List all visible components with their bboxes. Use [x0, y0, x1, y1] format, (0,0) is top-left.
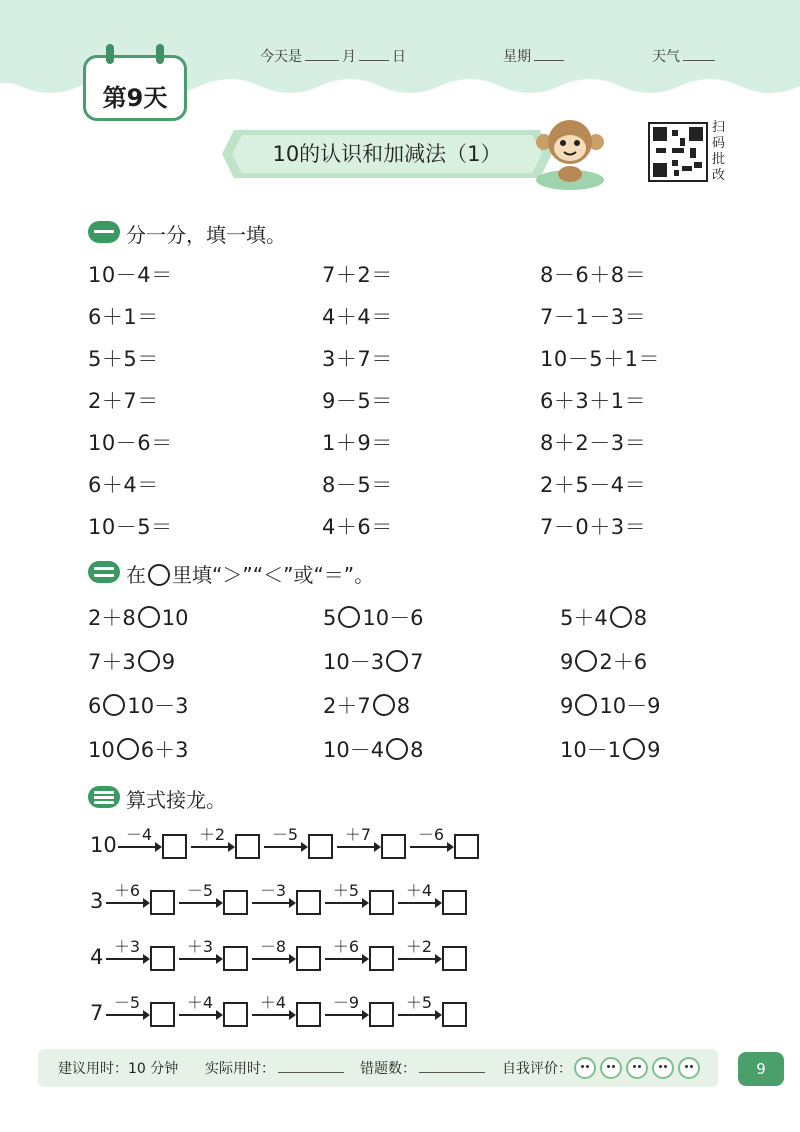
chain-arrow [106, 958, 148, 960]
answer-box[interactable] [296, 890, 321, 915]
chain-arrow [398, 958, 440, 960]
day-badge-text: 第9天 [102, 84, 168, 112]
answer-circle[interactable] [138, 606, 160, 628]
answer-box[interactable] [296, 946, 321, 971]
chain-operation: －5 [186, 881, 214, 900]
comparison: 2＋8 10 [88, 606, 189, 630]
answer-box[interactable] [150, 1002, 175, 1027]
equation: 2＋5－4＝ [540, 473, 647, 497]
chain-operation: ＋2 [198, 825, 226, 844]
comparison: 2＋7 8 [323, 694, 411, 718]
answer-circle[interactable] [373, 694, 395, 716]
equation: 7－1－3＝ [540, 305, 647, 329]
answer-circle[interactable] [386, 650, 408, 672]
equation: 2＋7＝ [88, 389, 159, 413]
answer-box[interactable] [381, 834, 406, 859]
comparison: 6 10－3 [88, 694, 189, 718]
section-3-icon [88, 786, 120, 808]
equation: 8－5＝ [322, 473, 393, 497]
chain-start-number: 7 [90, 1001, 104, 1025]
chain-arrow [325, 902, 367, 904]
page-number: 9 [738, 1052, 784, 1086]
comparison: 9 2＋6 [560, 650, 648, 674]
monkey-mascot-icon [530, 112, 610, 192]
answer-box[interactable] [454, 834, 479, 859]
rating-face-icon[interactable] [574, 1057, 596, 1079]
qr-label: 扫 码 批 改 [712, 120, 726, 183]
answer-box[interactable] [223, 946, 248, 971]
equation: 10－4＝ [88, 263, 173, 287]
weather-label: 天气 [652, 49, 680, 65]
equation: 7－0＋3＝ [540, 515, 647, 539]
answer-circle[interactable] [103, 694, 125, 716]
self-eval-label: 自我评价： [502, 1061, 572, 1077]
equation: 10－5＋1＝ [540, 347, 660, 371]
chain-arrow [106, 902, 148, 904]
answer-circle[interactable] [338, 606, 360, 628]
chain-arrow [398, 902, 440, 904]
chain-arrow [252, 1014, 294, 1016]
chain-operation: －4 [125, 825, 153, 844]
chain-operation: ＋4 [405, 881, 433, 900]
equation: 9－5＝ [322, 389, 393, 413]
comparison: 10 6＋3 [88, 738, 189, 762]
chain-operation: －5 [271, 825, 299, 844]
errors-field[interactable]: 错题数： [360, 1058, 488, 1078]
equation: 5＋5＝ [88, 347, 159, 371]
section-1-title: 分一分，填一填。 [126, 223, 286, 247]
answer-box[interactable] [442, 1002, 467, 1027]
answer-box[interactable] [223, 890, 248, 915]
chain-operation: －3 [259, 881, 287, 900]
chain-arrow [264, 846, 306, 848]
equation: 3＋7＝ [322, 347, 393, 371]
chain-arrow [325, 958, 367, 960]
page-title: 10的认识和加减法（1） [272, 142, 502, 166]
equation: 6＋4＝ [88, 473, 159, 497]
chain-operation: ＋7 [344, 825, 372, 844]
rating-face-icon[interactable] [626, 1057, 648, 1079]
suggested-time: 建议用时：10 分钟 [58, 1061, 179, 1077]
answer-box[interactable] [369, 890, 394, 915]
calendar-ring-icon [156, 44, 164, 64]
chain-arrow [179, 902, 221, 904]
calendar-ring-icon [106, 44, 114, 64]
section-2-icon [88, 561, 120, 583]
chain-operation: ＋5 [405, 993, 433, 1012]
answer-circle[interactable] [575, 694, 597, 716]
chain-operation: ＋5 [332, 881, 360, 900]
comparison: 10－3 7 [323, 650, 424, 674]
equation: 8＋2－3＝ [540, 431, 647, 455]
weekday-label: 星期 [503, 49, 531, 65]
answer-box[interactable] [150, 946, 175, 971]
equation: 6＋3＋1＝ [540, 389, 647, 413]
rating-face-icon[interactable] [678, 1057, 700, 1079]
answer-box[interactable] [308, 834, 333, 859]
section-3-title: 算式接龙。 [126, 788, 226, 812]
day-label: 日 [392, 49, 406, 65]
comparison: 5 10－6 [323, 606, 424, 630]
comparison: 7＋3 9 [88, 650, 176, 674]
chain-operation: ＋4 [186, 993, 214, 1012]
weather-field[interactable] [652, 46, 718, 66]
circle-icon [148, 564, 170, 586]
answer-box[interactable] [442, 890, 467, 915]
date-field[interactable] [260, 46, 406, 66]
rating-face-icon[interactable] [600, 1057, 622, 1079]
equation: 7＋2＝ [322, 263, 393, 287]
answer-box[interactable] [150, 890, 175, 915]
chain-start-number: 10 [90, 833, 117, 857]
answer-circle[interactable] [610, 606, 632, 628]
month-label: 月 [342, 49, 356, 65]
chain-operation: －6 [417, 825, 445, 844]
chain-start-number: 4 [90, 945, 104, 969]
chain-arrow [410, 846, 452, 848]
answer-box[interactable] [369, 1002, 394, 1027]
actual-time-field[interactable]: 实际用时： [205, 1058, 347, 1078]
chain-operation: ＋4 [259, 993, 287, 1012]
answer-box[interactable] [162, 834, 187, 859]
answer-circle[interactable] [623, 738, 645, 760]
chain-operation: ＋3 [186, 937, 214, 956]
answer-circle[interactable] [138, 650, 160, 672]
chain-arrow [398, 1014, 440, 1016]
comparison: 10－1 9 [560, 738, 661, 762]
chain-arrow [118, 846, 160, 848]
chain-arrow [252, 902, 294, 904]
today-label: 今天是 [260, 49, 302, 65]
chain-operation: ＋3 [113, 937, 141, 956]
comparison: 9 10－9 [560, 694, 661, 718]
chain-operation: ＋2 [405, 937, 433, 956]
section-1-icon [88, 221, 120, 243]
answer-box[interactable] [369, 946, 394, 971]
answer-circle[interactable] [575, 650, 597, 672]
chain-arrow [179, 1014, 221, 1016]
day-badge [83, 55, 187, 121]
chain-arrow [325, 1014, 367, 1016]
chain-operation: －8 [259, 937, 287, 956]
chain-arrow [179, 958, 221, 960]
answer-circle[interactable] [386, 738, 408, 760]
weekday-field[interactable] [503, 46, 567, 66]
chain-arrow [106, 1014, 148, 1016]
rating-face-icon[interactable] [652, 1057, 674, 1079]
chain-arrow [191, 846, 233, 848]
equation: 4＋4＝ [322, 305, 393, 329]
equation: 1＋9＝ [322, 431, 393, 455]
chain-operation: －9 [332, 993, 360, 1012]
equation: 10－5＝ [88, 515, 173, 539]
chain-operation: ＋6 [113, 881, 141, 900]
section-2-title: 在 里填“＞”“＜”或“＝”。 [126, 563, 375, 587]
answer-box[interactable] [235, 834, 260, 859]
chain-arrow [252, 958, 294, 960]
equation: 8－6＋8＝ [540, 263, 647, 287]
comparison: 5＋4 8 [560, 606, 648, 630]
chain-start-number: 3 [90, 889, 104, 913]
qr-code[interactable] [648, 122, 708, 182]
answer-box[interactable] [442, 946, 467, 971]
equation: 6＋1＝ [88, 305, 159, 329]
chain-operation: ＋6 [332, 937, 360, 956]
chain-operation: －5 [113, 993, 141, 1012]
equation: 10－6＝ [88, 431, 173, 455]
equation: 4＋6＝ [322, 515, 393, 539]
answer-box[interactable] [296, 1002, 321, 1027]
answer-circle[interactable] [117, 738, 139, 760]
chain-arrow [337, 846, 379, 848]
answer-box[interactable] [223, 1002, 248, 1027]
comparison: 10－4 8 [323, 738, 424, 762]
